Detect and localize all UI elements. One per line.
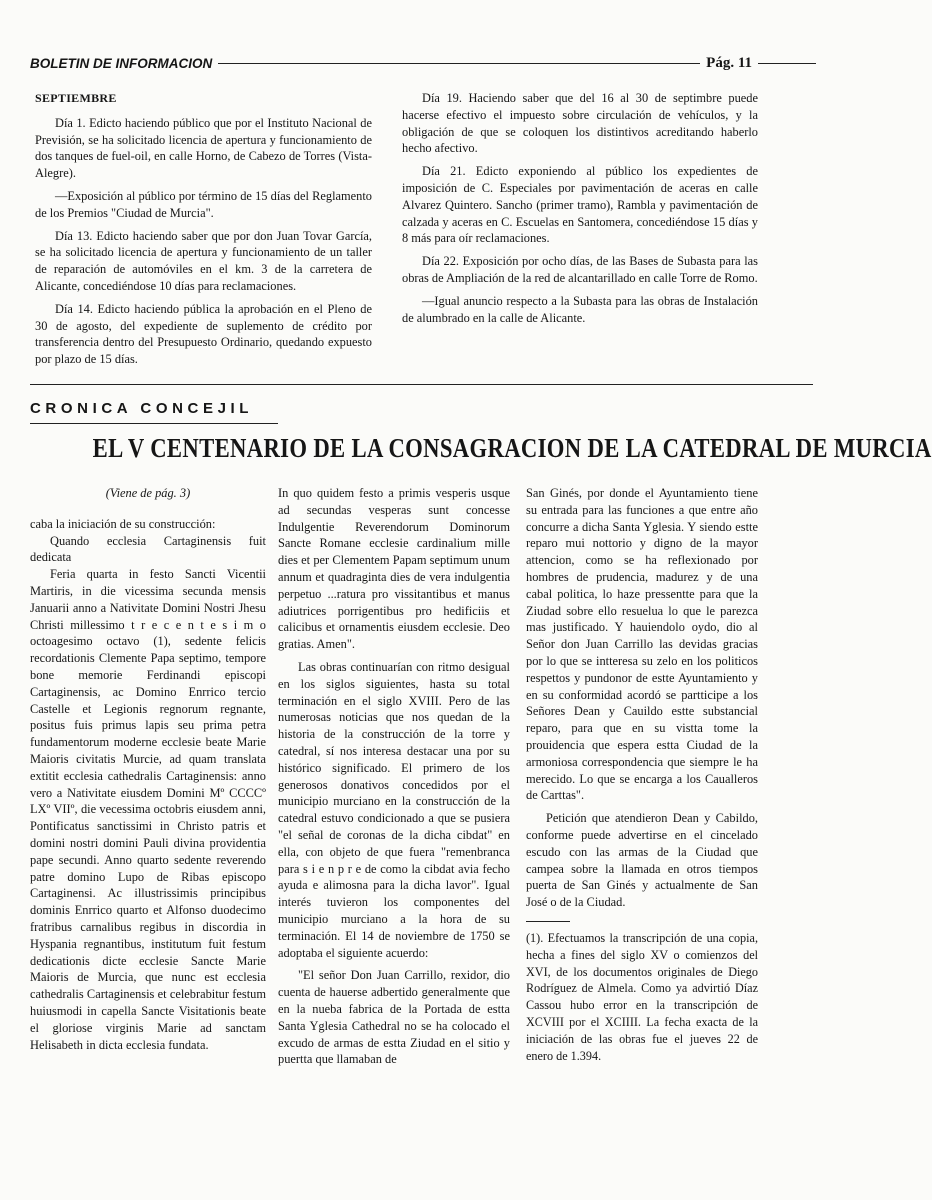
page-number: Pág. 11: [706, 54, 752, 71]
notice-paragraph: Día 19. Haciendo saber que del 16 al 30 de septimbre puede hacerse efectivo el impuesto sobre circulación de vehículos, y la obligación de que se coloquen los distintivos acreditando haberlo hecho afectivo.: [402, 91, 758, 156]
notice-paragraph: Día 1. Edicto haciendo público que por el Instituto Nacional de Previsión, se ha solicitado licencia de apertura y funcionamiento de dos tanques de fuel-oil, en calle Horno, de Cabezo de Torres (Vista-Alegre).: [35, 115, 372, 181]
article-paragraph: San Ginés, por donde el Ayuntamiento tiene su entrada para las funciones a que entre año concurre a dicha Santa Yglesia. Y siendo estte reparo mui nottorio y digno de la mayor attencion, como se ha reflexionado por hombres de prudencia, madurez y de una cabal politica, lo haze pressentte para que la Ziudad sobre ello resuelua lo que le parezca mas justificado. Y hauiendolo oydo, dio al Señor don Juan Carrillo las devidas gracias por lo que se intteresa su zelo en los politicos respettos y pundonor de estte Ayuntamiento y en su conformidad acordó se partticipe a los Señores Dean y Cauildo estte substancial reparo, para que en su vistta tome la prouidencia que espera estta Ciudad de la armoniosa correspondencia que siempre le ha merecido. Lo que se encarga a los Caualleros de Carttas".: [526, 486, 758, 803]
article-paragraph: Las obras continuarían con ritmo desigual en los siglos siguientes, hasta su total terminación en el siglo XVIII. Pero de las numerosas noticias que nos quedan de la historia de la construcción de la torre y catedral, sí nos interesa destacar una por su histórico significado. El primero de los generosos donativos concedidos por el municipio murciano en la construcción de la catedral estuvo condicionado a que se pusiera "el señal de coronas de la dicha cibdat" en ella, con objeto de que fuera "remenbranca para s i e n p r e de como la cibdat avia fecho ayuda e alimosna para la dicha lavor". Igual interés tuvieron los componentes del municipio murciano a la hora de su terminación. El 14 de noviembre de 1750 se adoptaba el siguiente acuerdo:: [278, 659, 510, 960]
article-paragraph: Quando ecclesia Cartaginensis fuit dedicata: [30, 533, 266, 565]
notice-paragraph: Día 22. Exposición por ocho días, de las Bases de Subasta para las obras de Ampliación de la red de alcantarillado en calle Torre de Romo.: [402, 254, 758, 285]
page-header: [30, 52, 816, 74]
top-left-column: [35, 90, 372, 374]
month-heading: SEPTIEMBRE: [35, 91, 117, 105]
notice-paragraph: —Exposición al público por término de 15 días del Reglamento de los Premios "Ciudad de Murcia".: [35, 188, 372, 220]
footnote: (1). Efectuamos la transcripción de una copia, hecha a fines del siglo XV o comienzos del XVI, de los documentos originales de Diego Rodríguez de Almela. Como ya advirtió Díaz Cassou hubo error en la transcripción de XCVIII por el XCIIII. La fecha exacta de la iniciación de las obras fue el jueves 22 de enero de 1.394.: [526, 930, 758, 1063]
article-paragraph: Feria quarta in festo Sancti Vicentii Martiris, in die vicessima secunda mensis Januarii anno a Nativitate Domini Nostri Jhesu Christi millessimo t r e c e n t e s i m o octoagesimo octavo (1), sedente felicis recordationis Clemente Papa septimo, tempore bone memorie Ferdinandi episcopi Cartaginensis, ac Domino Enrrico tercio Castelle et Legionis regnorum regnante, positus fuis primus lapis seu prima petra fundamentorum moderne ecclesie beate Marie Maioris civitatis Murcie, ad quam translata extitit ecclesia cathedralis Cartaginensis: anno vero a Nativitate eiusdem Domini Mº CCCCº LXº VIIº, die vecessima octobris eiusdem anni, Pontificatus sanctissimi in Christo patris et domini nostri domini Pauli divina providentia pape secundi. Anno quarto sedente reverendo patre domino Lupo de Ribas episcopo Cartaginensi. Ac illustrissimis principibus dominis Enrrico quarto et Alfonso duodecimo fratribus carnalibus regibus in discordia in Hyspania regnantibus, institutum fuit festum dedicationis dicte ecclesie Sancte Marie Maioris de Murcia, que nunc est ecclesia cathedralis Cartaginensis et celebrabitur festum huiusmodi in capella Sancte Visitationis beate el gloriose virginis Marie ad sanctam Helisabeth in dicta ecclesia fundata.: [30, 567, 266, 1052]
article-paragraph: In quo quidem festo a primis vesperis usque ad secundas vesperas sunt concesse Indulgentie Reverendorum Dominorum Sancte Romane ecclesie cardinalium mille dies et per Clementem Papam septimum unum annum et quadraginta dies de vera indulgentia perpetuo ...ratura pro vissitantibus et manus adiutrices porrigentibus pro hedificiis et calicibus et ornamentis eiusdem ecclesie. Deo gratias. Amen".: [278, 486, 510, 652]
section-title: CRONICA CONCEJIL: [30, 400, 254, 417]
article-paragraph: Petición que atendieron Dean y Cabildo, conforme puede advertirse en el cincelado escudo con las armas de la Ciudad que campea sobre la llamada en otros tiempos puerta de San Ginés y actualmente de San José o de la Ciudad.: [526, 811, 758, 910]
notice-paragraph: —Igual anuncio respecto a la Subasta para las obras de Instalación de alumbrado en la calle de Alicante.: [402, 293, 758, 325]
section-divider: [30, 384, 813, 385]
notice-paragraph: Día 13. Edicto haciendo saber que por don Juan Tovar García, se ha solicitado licencia de apertura y funcionamiento de un taller de reparación de automóviles en el km. 3 de la carretera de Alicante, concediéndose 10 días para reclamaciones.: [35, 228, 372, 293]
article-paragraph: caba la iniciación de su construcción:: [30, 516, 216, 531]
section-underline: [30, 423, 278, 424]
continued-from: (Viene de pág. 3): [105, 486, 191, 500]
footnote-rule: [526, 921, 570, 922]
article-column-1: [30, 485, 266, 1059]
article-paragraph: "El señor Don Juan Carrillo, rexidor, dio cuenta de hauerse adbertido generalmente que en la nueba fabrica de la Portada de estta Santa Yglesia Cathedral no se ha colocado el excudo de armas de estta Ziudad en el sitio y puertta que llamaban de: [278, 968, 510, 1067]
article-headline: EL V CENTENARIO DE LA CONSAGRACION DE LA CATEDRAL DE MURCIA: [92, 433, 932, 463]
header-rule-end: [758, 63, 816, 64]
article-column-2: [278, 485, 510, 1074]
article-column-3: [526, 485, 758, 1070]
top-right-column: [402, 90, 758, 332]
bulletin-title: BOLETIN DE INFORMACION: [30, 55, 213, 71]
notice-paragraph: Día 21. Edicto exponiendo al público los expedientes de imposición de C. Especiales por pavimentación de aceras en calle Alvarez Quintero. Sancho (primer tramo), Rambla y pavimentación de calzada y aceras en C. Escuelas en Santomera, concediéndose 15 días y 8 más para oír reclamaciones.: [402, 164, 758, 246]
header-rule: [218, 63, 700, 64]
notice-paragraph: Día 14. Edicto haciendo pública la aprobación en el Pleno de 30 de agosto, del expediente de suplemento de crédito por transferencia dentro del Presupuesto Ordinario, quedando expuesto por plazo de 15 días.: [35, 301, 372, 367]
